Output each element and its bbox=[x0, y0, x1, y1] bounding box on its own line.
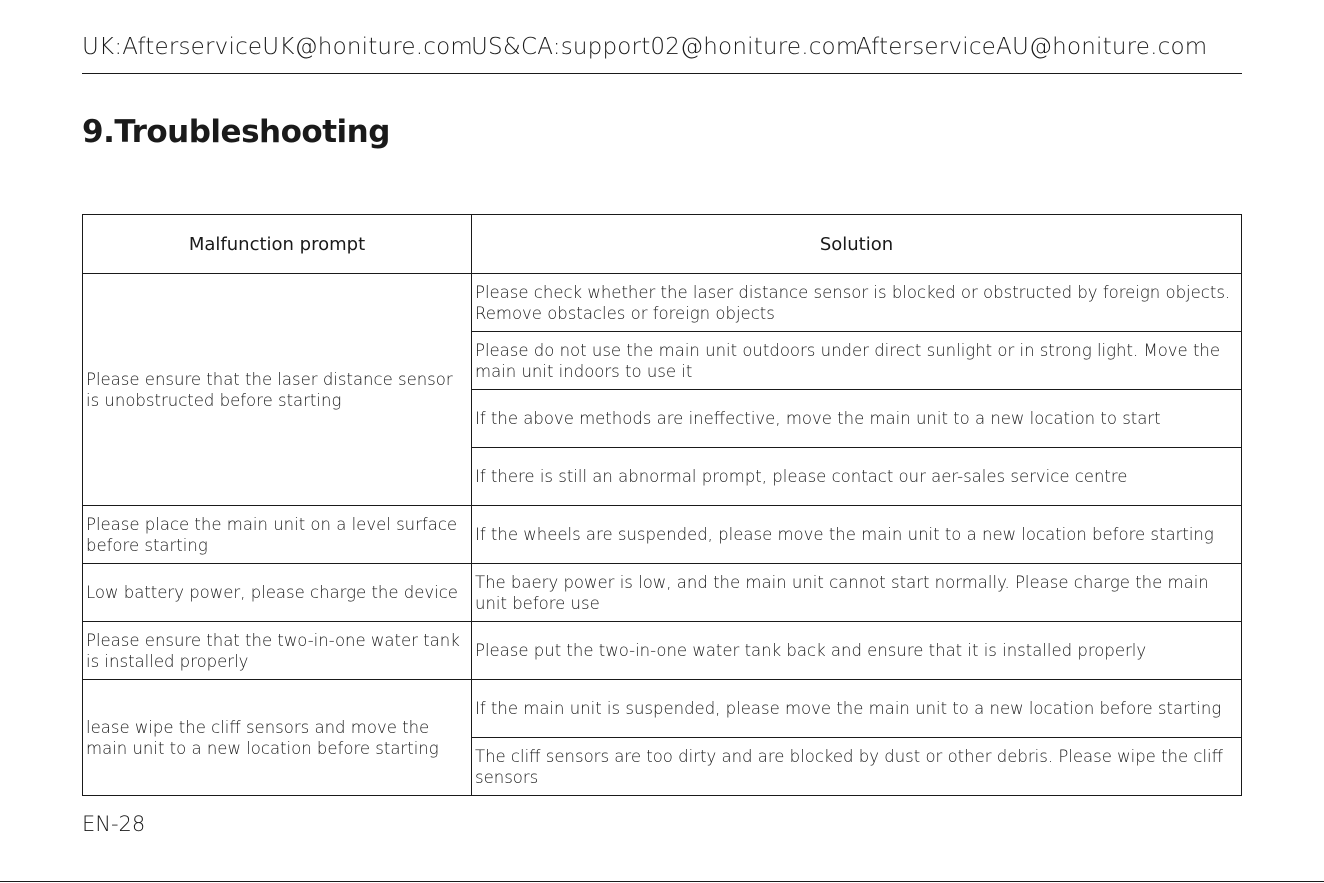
solution-cell: If there is still an abnormal prompt, please contact our aer-sales service centre bbox=[472, 448, 1242, 506]
header-malfunction-prompt: Malfunction prompt bbox=[83, 215, 472, 274]
header-solution: Solution bbox=[472, 215, 1242, 274]
table-row bbox=[83, 622, 1242, 680]
contact-header bbox=[82, 34, 1242, 74]
page-number: EN-28 bbox=[82, 812, 146, 836]
malfunction-prompt-cell: Low battery power, please charge the device bbox=[83, 564, 472, 622]
page-title: 9.Troubleshooting bbox=[82, 114, 390, 150]
solution-cell: Please check whether the laser distance sensor is blocked or obstructed by foreign objects. Remove obstacles or foreign objects bbox=[472, 274, 1242, 332]
table-row bbox=[83, 564, 1242, 622]
solution-cell: If the main unit is suspended, please move the main unit to a new location before starting bbox=[472, 680, 1242, 738]
solution-cell: Please do not use the main unit outdoors under direct sunlight or in strong light. Move the main unit indoors to use it bbox=[472, 332, 1242, 390]
au-contact-email: AfterserviceAU@honiture.com bbox=[856, 34, 1208, 60]
malfunction-prompt-cell: lease wipe the cliff sensors and move the main unit to a new location before starting bbox=[83, 680, 472, 796]
solution-cell: The cliff sensors are too dirty and are blocked by dust or other debris. Please wipe the cliff sensors bbox=[472, 738, 1242, 796]
table-row bbox=[83, 680, 1242, 738]
solution-cell: If the wheels are suspended, please move the main unit to a new location before starting bbox=[472, 506, 1242, 564]
table-header-row bbox=[83, 215, 1242, 274]
uk-contact-email: UK:AfterserviceUK@honiture.com bbox=[82, 34, 473, 60]
bottom-divider bbox=[0, 881, 1324, 882]
us-ca-contact-email: US&CA:support02@honiture.com bbox=[471, 34, 859, 60]
malfunction-prompt-cell: Please place the main unit on a level surface before starting bbox=[83, 506, 472, 564]
table-row bbox=[83, 274, 1242, 332]
solution-cell: If the above methods are ineffective, move the main unit to a new location to start bbox=[472, 390, 1242, 448]
solution-cell: Please put the two-in-one water tank back and ensure that it is installed properly bbox=[472, 622, 1242, 680]
troubleshooting-table bbox=[82, 214, 1242, 796]
malfunction-prompt-cell: Please ensure that the laser distance sensor is unobstructed before starting bbox=[83, 274, 472, 506]
malfunction-prompt-cell: Please ensure that the two-in-one water tank is installed properly bbox=[83, 622, 472, 680]
table-row bbox=[83, 506, 1242, 564]
solution-cell: The baery power is low, and the main unit cannot start normally. Please charge the main unit before use bbox=[472, 564, 1242, 622]
